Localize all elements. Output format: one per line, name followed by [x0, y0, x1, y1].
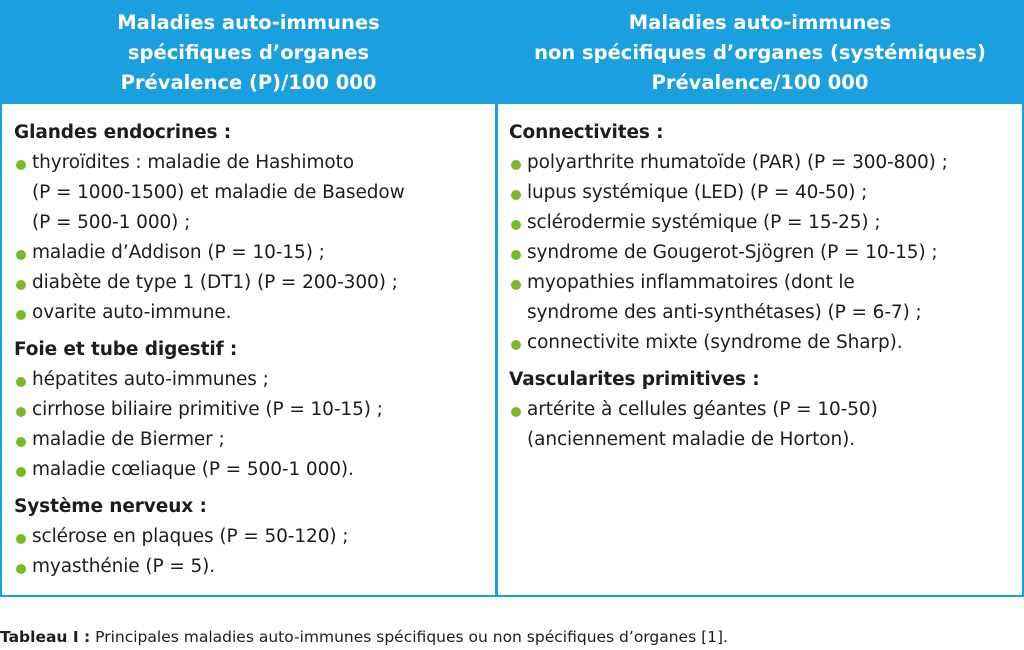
item-text: hépatites auto-immunes ; — [32, 369, 269, 390]
disease-list — [509, 148, 1022, 358]
list-item — [14, 395, 495, 425]
list-item — [14, 455, 495, 485]
list-item — [509, 208, 1022, 238]
disease-section — [14, 492, 495, 582]
bullet-dot-icon — [511, 250, 521, 260]
item-text: sclérodermie systémique (P = 15-25) ; — [527, 212, 881, 233]
list-item — [14, 148, 495, 238]
table-caption — [0, 627, 728, 647]
section-title: Vascularites primitives : — [509, 369, 760, 390]
disease-section — [14, 118, 495, 328]
list-item — [14, 425, 495, 455]
item-text: cirrhose biliaire primitive (P = 10-15) ; — [32, 399, 383, 420]
bullet-dot-icon — [16, 437, 26, 447]
item-text: maladie d’Addison (P = 10-15) ; — [32, 242, 325, 263]
item-text: polyarthrite rhumatoïde (PAR) (P = 300-800) ; — [527, 152, 948, 173]
bullet-dot-icon — [16, 250, 26, 260]
list-item — [509, 268, 1022, 328]
bullet-dot-icon — [16, 564, 26, 574]
list-item — [509, 395, 1022, 455]
bullet-dot-icon — [511, 407, 521, 417]
list-item — [14, 298, 495, 328]
item-text: maladie de Biermer ; — [32, 429, 225, 450]
bullet-dot-icon — [16, 377, 26, 387]
section-title: Foie et tube digestif : — [14, 339, 238, 360]
item-text: diabète de type 1 (DT1) (P = 200-300) ; — [32, 272, 398, 293]
item-text: myopathies inflammatoires (dont le syndrome des anti-synthétases) (P = 6-7) ; — [527, 272, 922, 323]
bullet-dot-icon — [16, 160, 26, 170]
bullet-dot-icon — [16, 534, 26, 544]
caption-text: Principales maladies auto-immunes spécifiques ou non spécifiques d’organes [1]. — [90, 628, 728, 646]
bullet-dot-icon — [511, 190, 521, 200]
bullet-dot-icon — [511, 340, 521, 350]
column-header-organ-specific — [2, 2, 495, 104]
bullet-dot-icon — [511, 160, 521, 170]
list-item — [14, 522, 495, 552]
list-item — [509, 328, 1022, 358]
item-text: syndrome de Gougerot-Sjögren (P = 10-15) ; — [527, 242, 938, 263]
column-body-systemic — [498, 104, 1022, 595]
header-line: Prévalence (P)/100 000 — [120, 71, 377, 94]
disease-section — [509, 118, 1022, 358]
column-body-organ-specific — [2, 104, 495, 595]
bullet-dot-icon — [16, 280, 26, 290]
column-header-systemic — [498, 2, 1022, 104]
section-title: Glandes endocrines : — [14, 122, 232, 143]
disease-list — [14, 365, 495, 485]
bullet-dot-icon — [511, 220, 521, 230]
list-item — [14, 365, 495, 395]
disease-list — [509, 395, 1022, 455]
disease-section — [14, 335, 495, 485]
disease-list — [14, 148, 495, 328]
item-text: thyroïdites : maladie de Hashimoto (P = 1000-1500) et maladie de Basedow (P = 500-1 000) ; — [32, 152, 405, 233]
header-line: Prévalence/100 000 — [651, 71, 869, 94]
item-text: connectivite mixte (syndrome de Sharp). — [527, 332, 903, 353]
section-title: Connectivites : — [509, 122, 664, 143]
list-item — [14, 552, 495, 582]
list-item — [509, 178, 1022, 208]
disease-list — [14, 522, 495, 582]
item-text: myasthénie (P = 5). — [32, 556, 216, 577]
header-line: Maladies auto-immunes — [117, 11, 380, 34]
item-text: artérite à cellules géantes (P = 10-50) (anciennement maladie de Horton). — [527, 399, 878, 450]
item-text: ovarite auto-immune. — [32, 302, 232, 323]
section-title: Système nerveux : — [14, 496, 207, 517]
list-item — [509, 148, 1022, 178]
item-text: maladie cœliaque (P = 500-1 000). — [32, 459, 354, 480]
list-item — [14, 268, 495, 298]
bullet-dot-icon — [16, 467, 26, 477]
header-line: spécifiques d’organes — [127, 41, 370, 64]
header-line: non spécifiques d’organes (systémiques) — [534, 41, 986, 64]
bullet-dot-icon — [16, 310, 26, 320]
list-item — [14, 238, 495, 268]
item-text: lupus systémique (LED) (P = 40-50) ; — [527, 182, 868, 203]
disease-section — [509, 365, 1022, 455]
item-text: sclérose en plaques (P = 50-120) ; — [32, 526, 349, 547]
list-item — [509, 238, 1022, 268]
bullet-dot-icon — [16, 407, 26, 417]
header-line: Maladies auto-immunes — [628, 11, 892, 34]
caption-label: Tableau I : — [0, 628, 91, 646]
bullet-dot-icon — [511, 280, 521, 290]
